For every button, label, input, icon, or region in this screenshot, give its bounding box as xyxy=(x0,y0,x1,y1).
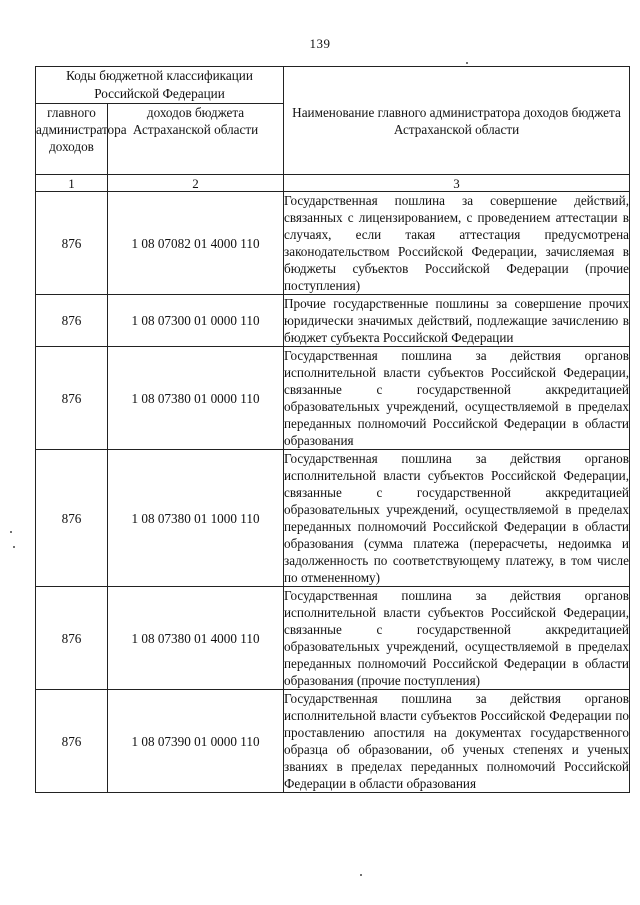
column-number-2: 2 xyxy=(108,175,284,192)
revenue-description: Государственная пошлина за совершение действий, связанных с лицензированием, с проведением аттестации в случаях, если такая аттестация предусмотрена законодательством Российской Федерации, зачисляемая в бюджеты субъектов Российской Федерации (прочие поступления) xyxy=(284,193,629,293)
table-row xyxy=(36,587,630,690)
admin-code: 876 xyxy=(36,295,108,347)
revenue-code: 1 08 07390 01 0000 110 xyxy=(108,690,284,793)
table-row xyxy=(36,690,630,793)
budget-classification-table xyxy=(35,66,630,793)
revenue-code: 1 08 07082 01 4000 110 xyxy=(108,192,284,295)
scan-speck xyxy=(466,62,468,64)
revenue-description: Государственная пошлина за действия органов исполнительной власти субъектов Российской Федерации, связанные с государственной аккредитацией образовательных учреждений, осуществляемой в пределах переданных полномочий Российской Федерации в области образования xyxy=(284,348,629,448)
header-revenue-column: доходов бюджета Астраханской области xyxy=(108,104,284,175)
table-row xyxy=(36,450,630,587)
table-header xyxy=(36,67,630,192)
table-body xyxy=(36,192,630,793)
header-admin-column: главного администратора доходов xyxy=(36,104,108,175)
admin-code: 876 xyxy=(36,192,108,295)
column-number-3: 3 xyxy=(284,175,630,192)
scan-speck xyxy=(360,874,362,876)
revenue-code: 1 08 07380 01 1000 110 xyxy=(108,450,284,587)
column-number-1: 1 xyxy=(36,175,108,192)
admin-code: 876 xyxy=(36,347,108,450)
revenue-description: Государственная пошлина за действия органов исполнительной власти субъектов Российской Федерации, связанные с государственной аккредитацией образовательных учреждений, осуществляемой в пределах переданных полномочий Российской Федерации в области образования (сумма платежа (перерасчеты, недоимка и задолженность по соответствующему платежу, в том числе по отмененному) xyxy=(284,451,629,585)
admin-code: 876 xyxy=(36,690,108,793)
revenue-description: Государственная пошлина за действия органов исполнительной власти субъектов Российской Федерации по проставлению апостиля на документах государственного образца об образовании, об ученых степенях и ученых званиях в пределах переданных полномочий Российской Федерации в области образования xyxy=(284,691,629,791)
column-numbers-row xyxy=(36,175,630,192)
revenue-code: 1 08 07300 01 0000 110 xyxy=(108,295,284,347)
admin-code: 876 xyxy=(36,587,108,690)
header-group-title: Коды бюджетной классификации Российской Федерации xyxy=(36,67,284,104)
revenue-description: Государственная пошлина за действия органов исполнительной власти субъектов Российской Федерации, связанные с государственной аккредитацией образовательных учреждений, осуществляемой в пределах переданных полномочий Российской Федерации в области образования (прочие поступления) xyxy=(284,588,629,688)
header-name-column: Наименование главного администратора доходов бюджета Астраханской области xyxy=(284,67,630,175)
scan-speck xyxy=(10,531,12,533)
table-row xyxy=(36,347,630,450)
admin-code: 876 xyxy=(36,450,108,587)
revenue-description: Прочие государственные пошлины за совершение прочих юридически значимых действий, подлежащие зачислению в бюджет субъекта Российской Федерации xyxy=(284,296,629,345)
revenue-code: 1 08 07380 01 4000 110 xyxy=(108,587,284,690)
scan-speck xyxy=(13,546,15,548)
revenue-code: 1 08 07380 01 0000 110 xyxy=(108,347,284,450)
table-row xyxy=(36,192,630,295)
table-row xyxy=(36,295,630,347)
page-number: 139 xyxy=(309,36,331,51)
